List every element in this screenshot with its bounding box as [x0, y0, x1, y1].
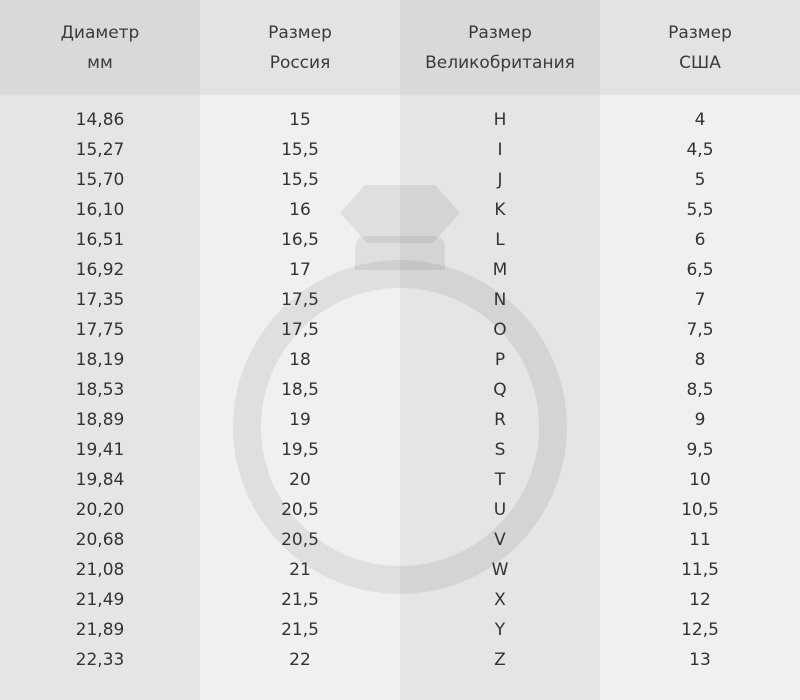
- table-cell: 15,5: [281, 140, 319, 160]
- table-cell: 8,5: [686, 380, 714, 400]
- table-cell: 21,5: [281, 620, 319, 640]
- table-cell: 7: [694, 290, 706, 310]
- table-cell: 12: [689, 590, 711, 610]
- header-line-2: США: [679, 52, 721, 73]
- table-cell: 15,27: [75, 140, 125, 160]
- table-cell: 6: [694, 230, 706, 250]
- table-cell: 21,49: [75, 590, 125, 610]
- table-cell: 19,41: [75, 440, 125, 460]
- table-cell: 9,5: [686, 440, 714, 460]
- column-uk: [400, 0, 600, 700]
- table-cell: P: [494, 350, 506, 370]
- table-cell: K: [494, 200, 506, 220]
- table-cell: 20,68: [75, 530, 125, 550]
- cells-russia: [200, 95, 400, 675]
- table-cell: 17,5: [281, 290, 319, 310]
- column-russia: [200, 0, 400, 700]
- table-cell: 6,5: [686, 260, 714, 280]
- header-line-2: мм: [87, 52, 113, 73]
- table-cell: 12,5: [681, 620, 719, 640]
- table-cell: 18,5: [281, 380, 319, 400]
- table-cell: 5,5: [686, 200, 714, 220]
- table-cell: 13: [689, 650, 711, 670]
- table-cell: S: [494, 440, 506, 460]
- header-uk: [400, 0, 600, 95]
- table-cell: J: [497, 170, 503, 190]
- table-cell: 17,5: [281, 320, 319, 340]
- table-cell: 10: [689, 470, 711, 490]
- header-line-1: Размер: [668, 22, 732, 43]
- table-cell: 21,89: [75, 620, 125, 640]
- column-diameter: [0, 0, 200, 700]
- table-cell: 4,5: [686, 140, 714, 160]
- table-cell: Q: [493, 380, 507, 400]
- table-cell: 18,19: [75, 350, 125, 370]
- header-line-1: Размер: [268, 22, 332, 43]
- table-cell: 22,33: [75, 650, 125, 670]
- table-cell: 16: [289, 200, 311, 220]
- table-cell: 15,5: [281, 170, 319, 190]
- header-line-1: Размер: [468, 22, 532, 43]
- table-cell: R: [494, 410, 506, 430]
- column-usa: [600, 0, 800, 700]
- table-cell: 19: [289, 410, 311, 430]
- table-cell: 17: [289, 260, 311, 280]
- table-cell: 16,92: [75, 260, 125, 280]
- table-cell: Z: [494, 650, 506, 670]
- cells-usa: [600, 95, 800, 675]
- table-cell: V: [494, 530, 506, 550]
- table-cell: O: [493, 320, 507, 340]
- table-cell: 14,86: [75, 110, 125, 130]
- header-line-2: Великобритания: [425, 52, 575, 73]
- table-cell: 11: [689, 530, 711, 550]
- table-cell: 16,51: [75, 230, 125, 250]
- table-cell: 15,70: [75, 170, 125, 190]
- table-cell: 8: [694, 350, 706, 370]
- table-cell: X: [494, 590, 506, 610]
- cells-diameter: [0, 95, 200, 675]
- table-cell: 20,20: [75, 500, 125, 520]
- table-cell: 21: [289, 560, 311, 580]
- header-russia: [200, 0, 400, 95]
- header-usa: [600, 0, 800, 95]
- cells-uk: [400, 95, 600, 675]
- table-cell: 17,35: [75, 290, 125, 310]
- table-cell: 16,5: [281, 230, 319, 250]
- table-cell: 16,10: [75, 200, 125, 220]
- table-cell: U: [493, 500, 507, 520]
- table-cell: 22: [289, 650, 311, 670]
- table-cell: W: [491, 560, 509, 580]
- header-diameter: [0, 0, 200, 95]
- table-cell: 18,89: [75, 410, 125, 430]
- table-cell: 5: [694, 170, 706, 190]
- table-cell: 17,75: [75, 320, 125, 340]
- table-cell: 7,5: [686, 320, 714, 340]
- table-cell: 11,5: [681, 560, 719, 580]
- table-cell: I: [497, 140, 503, 160]
- header-line-1: Диаметр: [60, 22, 140, 43]
- table-cell: 20,5: [281, 530, 319, 550]
- table-cell: 20: [289, 470, 311, 490]
- table-cell: 21,5: [281, 590, 319, 610]
- table-cell: M: [492, 260, 508, 280]
- table-cell: 10,5: [681, 500, 719, 520]
- header-line-2: Россия: [269, 52, 331, 73]
- table-cell: H: [493, 110, 507, 130]
- table-cell: 21,08: [75, 560, 125, 580]
- table-cell: Y: [494, 620, 506, 640]
- table-cell: 4: [694, 110, 706, 130]
- table-cell: T: [494, 470, 506, 490]
- table-cell: 18,53: [75, 380, 125, 400]
- table-cell: L: [495, 230, 505, 250]
- table-cell: 19,84: [75, 470, 125, 490]
- table-cell: N: [493, 290, 507, 310]
- table-cell: 15: [289, 110, 311, 130]
- table-cell: 20,5: [281, 500, 319, 520]
- table-cell: 9: [694, 410, 706, 430]
- table-cell: 19,5: [281, 440, 319, 460]
- table-cell: 18: [289, 350, 311, 370]
